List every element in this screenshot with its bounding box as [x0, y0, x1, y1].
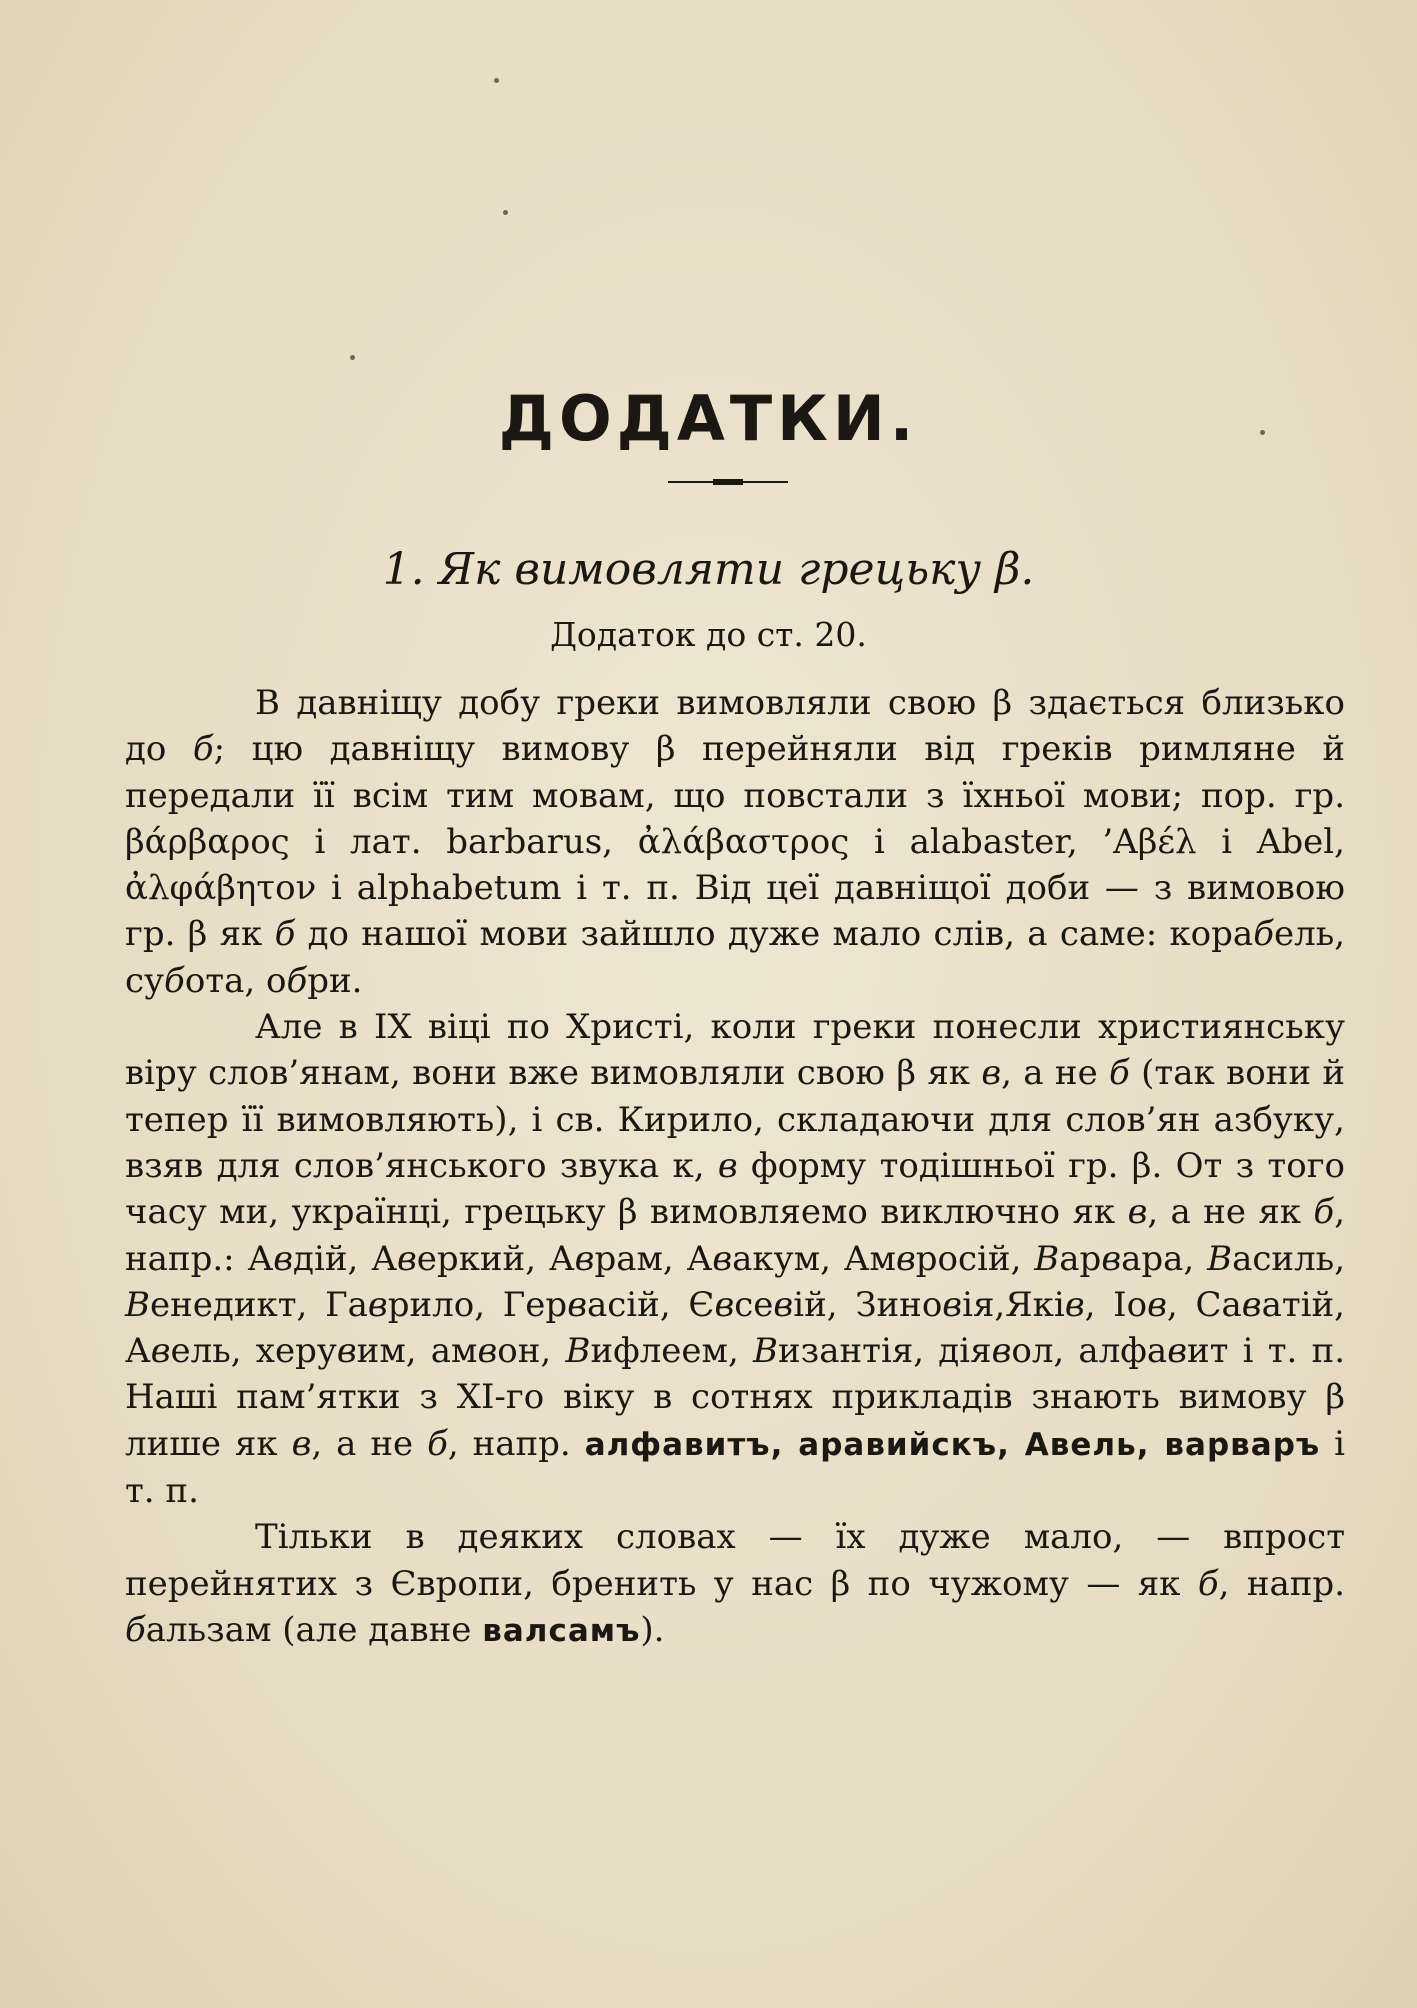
text-run: і т. п.	[125, 1423, 1345, 1512]
italic-text: б	[1253, 914, 1274, 955]
italic-text: в	[273, 1238, 294, 1279]
text-run: ара,	[1121, 1238, 1208, 1279]
text-run: росій,	[915, 1238, 1035, 1279]
italic-text: в	[717, 1145, 738, 1186]
text-run: ; цю давніщу вимову β перейняли від греків римляне й передали її всім тим мовам, що повстали з їхньої мови; пор. гр. βάρβαρος і лат. barbarus, ἀλάβαστρος і alabaster, ’Αβέλ і Abel, ἀλφάβητον і alphabetum і т. п. Від цеї давніщої доби — з вимовою гр. β як	[125, 729, 1346, 955]
italic-text: в	[1241, 1284, 1262, 1325]
italic-text: в	[574, 1238, 595, 1279]
text-run: енедикт, Га	[150, 1284, 368, 1325]
paragraph-3	[125, 1514, 1345, 1654]
italic-text: в	[477, 1331, 498, 1372]
old-slavonic-text: алфавитъ, аравийскъ, Авель, варваръ	[584, 1426, 1321, 1463]
italic-text: в	[942, 1284, 963, 1325]
text-run: ія,Які	[962, 1284, 1065, 1325]
text-run: , а не	[1001, 1053, 1110, 1094]
text-run: ій, Зино	[793, 1284, 943, 1325]
italic-text: в	[1167, 1331, 1187, 1372]
print-speck	[494, 78, 499, 83]
italic-text: в	[291, 1423, 312, 1464]
text-run: им, ам	[356, 1331, 478, 1372]
text-run: се	[734, 1284, 774, 1325]
text-run: (так вони й тепер її вимовляють), і св. Кирило, складаючи для слов’ян азбуку, взяв для слов’янського звука к,	[125, 1053, 1345, 1186]
page-title: ДОДАТКИ.	[498, 382, 919, 455]
italic-text: б	[1197, 1563, 1219, 1604]
paragraph-1	[125, 680, 1345, 1004]
italic-text: в	[991, 1331, 1012, 1372]
italic-text: в	[1127, 1192, 1148, 1233]
text-run: ота, о	[184, 960, 287, 1001]
print-speck	[503, 210, 508, 215]
text-run: , напр.	[447, 1423, 585, 1464]
text-run: изантія, дія	[778, 1331, 992, 1372]
italic-text: в	[712, 1238, 733, 1279]
text-run: ит і т. п. Наші пам’ятки з XI-го віку в сотнях прикладів знають вимову β лише як	[125, 1331, 1346, 1464]
italic-text: б	[427, 1423, 448, 1464]
italic-text: б	[1313, 1192, 1335, 1233]
text-run: альзам (але давне	[145, 1609, 483, 1650]
text-run: , а не	[311, 1423, 428, 1464]
italic-text: б	[164, 960, 185, 1001]
text-run: , напр.	[1218, 1563, 1345, 1604]
text-run: ри.	[307, 960, 363, 1001]
text-run: ель, су	[125, 914, 1346, 1001]
italic-text: в	[981, 1053, 1002, 1094]
italic-text: В	[1207, 1238, 1233, 1279]
print-speck	[350, 355, 355, 360]
text-run: , Іо	[1084, 1284, 1148, 1325]
section-subheading: Додаток до ст. 20.	[550, 615, 867, 654]
text-run: акум, Ам	[732, 1238, 896, 1279]
text-run: Тільки в деяких словах — їх дуже мало, — впрост перейнятих з Європи, бренить у нас β по чужому — як	[125, 1517, 1345, 1604]
text-run: В давніщу добу греки вимовляли свою β здається близько до	[125, 683, 1345, 770]
italic-text: в	[1147, 1284, 1167, 1325]
text-run: ол, алфа	[1011, 1331, 1168, 1372]
section-heading: 1. Як вимовляти грецьку β.	[382, 544, 1035, 595]
text-run: , напр.: А	[125, 1192, 1345, 1279]
italic-text: В	[1034, 1238, 1060, 1279]
text-run: форму тодішньої гр. β. От з того часу ми, українці, грецьку β вимовляемо виключно як	[125, 1145, 1345, 1233]
italic-text: б	[286, 960, 308, 1001]
old-slavonic-text: валсамъ	[482, 1612, 641, 1649]
italic-text: в	[150, 1331, 171, 1372]
text-run: ель, херу	[170, 1331, 337, 1372]
italic-text: в	[367, 1284, 388, 1325]
text-run: Але в IX віці по Христі, коли греки понесли християнську віру слов’янам, вони вже вимовляли свою β як	[125, 1007, 1345, 1094]
text-run: асій, Є	[586, 1284, 715, 1325]
text-run: дій, А	[293, 1238, 397, 1279]
italic-text: б	[192, 729, 214, 770]
text-run: , а не як	[1147, 1192, 1314, 1233]
italic-text: б	[274, 914, 296, 955]
italic-text: В	[125, 1284, 150, 1325]
text-run: ).	[640, 1609, 665, 1650]
italic-text: В	[753, 1331, 779, 1372]
italic-text: в	[773, 1284, 794, 1325]
text-run: атій, А	[125, 1284, 1345, 1372]
italic-text: в	[1101, 1238, 1122, 1279]
italic-text: в	[336, 1331, 357, 1372]
text-run: до нашої мови зайшло дуже мало слів, а саме: кора	[295, 914, 1254, 955]
italic-text: б	[125, 1609, 146, 1650]
text-run: ифлеем,	[590, 1331, 754, 1372]
italic-text: в	[1064, 1284, 1085, 1325]
text-run: рило, Гер	[387, 1284, 568, 1325]
italic-text: в	[895, 1238, 916, 1279]
italic-text: в	[396, 1238, 417, 1279]
italic-text: б	[1109, 1053, 1130, 1094]
paragraph-2	[125, 1004, 1345, 1514]
text-run: еркий, А	[416, 1238, 575, 1279]
text-run: он,	[497, 1331, 566, 1372]
text-run: рам, А	[594, 1238, 713, 1279]
italic-text: в	[714, 1284, 735, 1325]
text-run: , Са	[1166, 1284, 1242, 1325]
title-divider	[668, 481, 788, 483]
body-text	[125, 680, 1345, 1654]
italic-text: в	[567, 1284, 587, 1325]
text-run: ар	[1059, 1238, 1102, 1279]
italic-text: В	[565, 1331, 591, 1372]
text-run: асиль,	[1232, 1238, 1345, 1279]
